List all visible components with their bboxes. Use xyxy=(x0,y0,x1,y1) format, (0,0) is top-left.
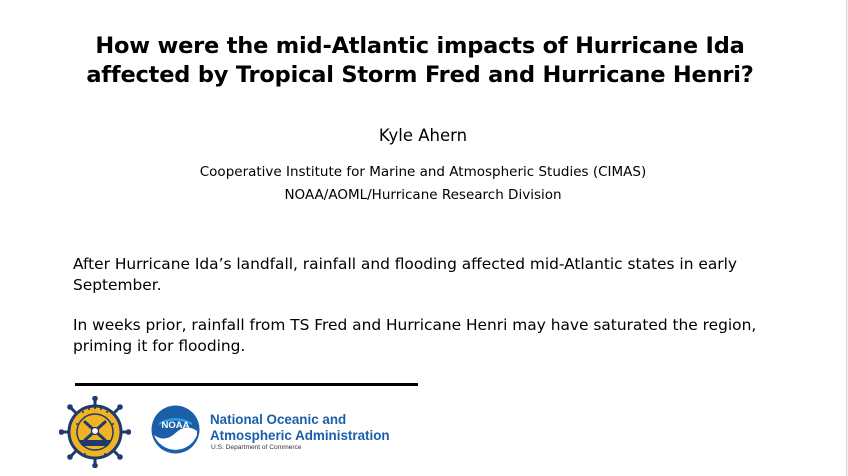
noaa-org-name xyxy=(210,412,390,443)
body-paragraph-2: In weeks prior, rainfall from TS Fred and Hurricane Henri may have saturated the region, priming it for flooding. xyxy=(73,316,757,355)
org-name-line-1: National Oceanic and xyxy=(210,412,347,427)
title-line-1: How were the mid-Atlantic impacts of Hurricane Ida xyxy=(95,33,745,59)
noaa-logo-text: NOAA xyxy=(161,420,190,431)
title-line-2: affected by Tropical Storm Fred and Hurricane Henri? xyxy=(86,62,754,88)
affiliation-aoml: NOAA/AOML/Hurricane Research Division xyxy=(284,187,562,203)
body-paragraph-1: After Hurricane Ida’s landfall, rainfall and flooding affected mid-Atlantic states in early September. xyxy=(73,255,737,294)
noaa-corps-seal-icon xyxy=(59,396,131,468)
org-department: U.S. Department of Commerce xyxy=(211,444,302,451)
affiliation-cimas: Cooperative Institute for Marine and Atmospheric Studies (CIMAS) xyxy=(199,164,647,180)
author-name: Kyle Ahern xyxy=(378,126,468,145)
noaa-logo-icon xyxy=(151,405,200,454)
divider-line xyxy=(75,383,418,386)
org-name-line-2: Atmospheric Administration xyxy=(210,427,390,443)
slide-title xyxy=(40,32,800,90)
